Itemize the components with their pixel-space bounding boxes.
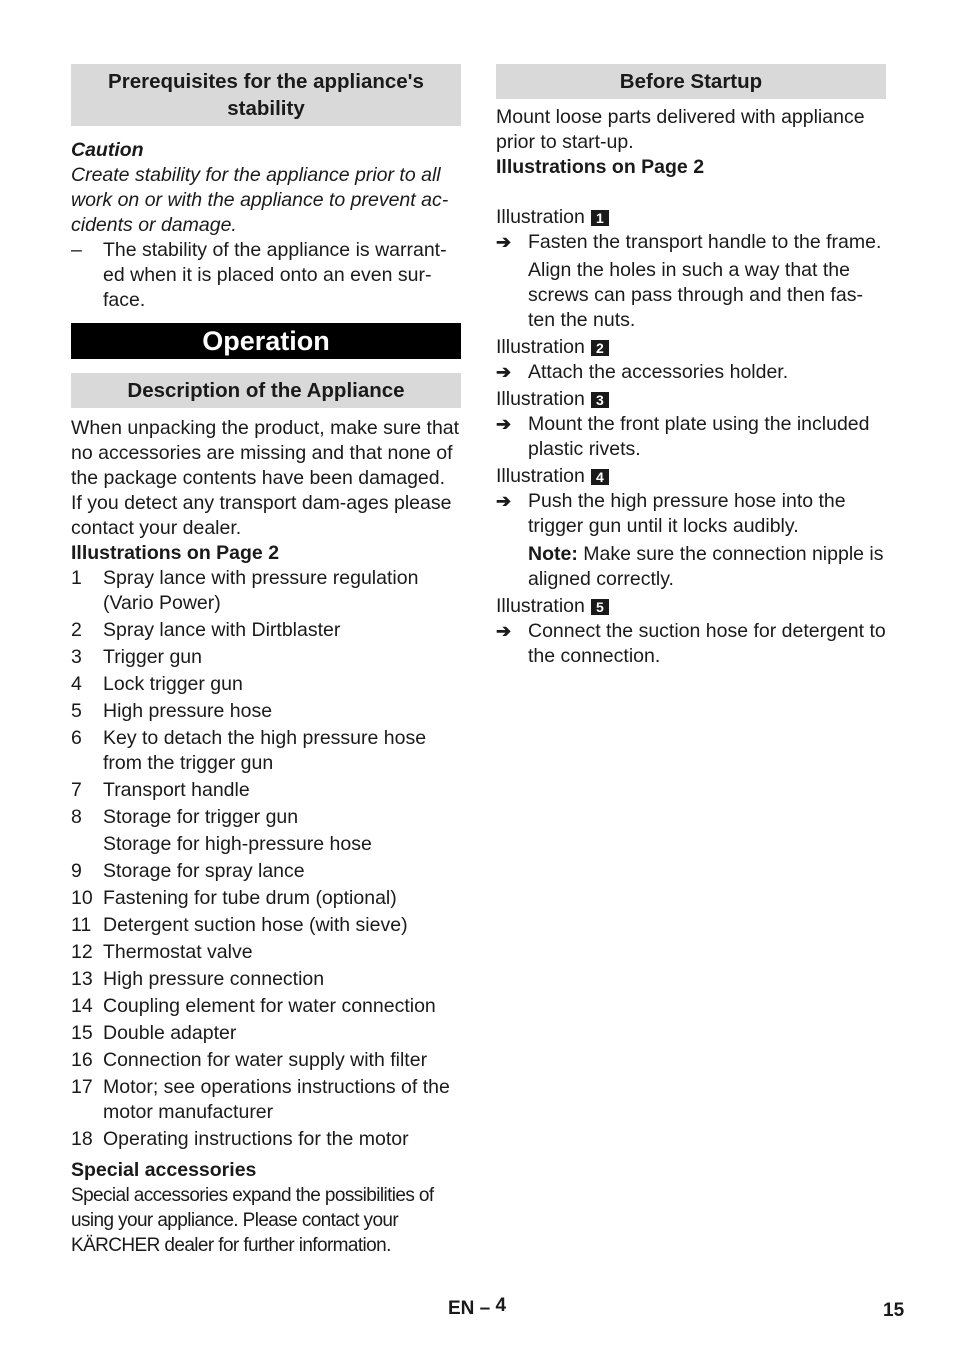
action-text: Mount the front plate using the included plastic rivets. [528, 413, 870, 460]
part-number: 3 [71, 646, 82, 668]
illustration-step [496, 594, 886, 669]
special-accessories-heading: Special accessories [71, 1159, 257, 1181]
part-number: 2 [71, 619, 82, 641]
part-label: Storage for high-pressure hose [103, 833, 372, 855]
illustration-word: Illustration [496, 388, 585, 410]
description-text: When unpacking the product, make sure that no accessories are missing and that none of the package contents have been damaged. If you detect any transport dam-ages please contact your dealer. [71, 417, 460, 539]
part-list-item [71, 778, 461, 803]
dash-marker: – [71, 239, 82, 261]
part-label: Spray lance with Dirtblaster [103, 619, 341, 641]
part-number: 17 [71, 1076, 93, 1098]
part-label: Detergent suction hose (with sieve) [103, 914, 408, 936]
part-label: Spray lance with pressure regulation (Vario Power) [103, 567, 419, 614]
part-number: 16 [71, 1049, 93, 1071]
footer-lang [448, 1296, 506, 1321]
illustrations-label: Illustrations on Page 2 [71, 542, 280, 564]
part-list-item [71, 618, 461, 643]
part-label: Operating instructions for the motor [103, 1128, 409, 1150]
illustrations-label: Illustrations on Page 2 [496, 156, 705, 178]
illustration-word: Illustration [496, 465, 585, 487]
action-extra-text: Align the holes in such a way that the screws can pass through and then fas-ten the nuts. [528, 259, 863, 331]
arrow-right-icon: ➔ [496, 621, 512, 641]
part-number: 1 [71, 567, 82, 589]
illustration-word: Illustration [496, 336, 585, 358]
note-label: Note: [528, 543, 578, 565]
part-list-item [71, 967, 461, 992]
part-list-item [71, 1048, 461, 1073]
note-text: Make sure the connection nipple is aligned correctly. [528, 543, 884, 590]
illustration-step [496, 335, 886, 385]
description-heading: Description of the Appliance [71, 373, 461, 408]
spacer [496, 180, 886, 205]
part-list-item [71, 913, 461, 938]
footer-lang-code: EN [448, 1298, 475, 1319]
part-label: Motor; see operations instructions of the motor manufacturer [103, 1076, 450, 1123]
part-label: Coupling element for water connection [103, 995, 436, 1017]
illustration-word: Illustration [496, 206, 585, 228]
part-label: High pressure hose [103, 700, 273, 722]
action-item [496, 360, 886, 385]
part-label: Connection for water supply with filter [103, 1049, 428, 1071]
illustration-step [496, 205, 886, 333]
caution-text: Create stability for the appliance prior to all work on or with the appliance to prevent ac-cidents or damage. [71, 164, 449, 236]
special-accessories-text: Special accessories expand the possibilities of using your appliance. Please contact your KÄRCHER dealer for further information. [71, 1185, 434, 1256]
arrow-right-icon: ➔ [496, 414, 512, 434]
illustration-heading [496, 387, 886, 412]
part-label: Storage for spray lance [103, 860, 305, 882]
part-label: Key to detach the high pressure hose from the trigger gun [103, 727, 427, 774]
stability-heading: Prerequisites for the appliance's stability [71, 64, 461, 126]
illustration-steps [496, 205, 886, 669]
arrow-right-icon: ➔ [496, 491, 512, 511]
illustration-number-badge: 2 [591, 340, 609, 356]
part-list-item [71, 645, 461, 670]
action-item [496, 412, 886, 462]
before-startup-heading: Before Startup [496, 64, 886, 99]
part-number: 4 [71, 673, 82, 695]
illustration-heading [496, 594, 886, 619]
part-number: 5 [71, 700, 82, 722]
startup-intro: Mount loose parts delivered with appliance prior to start-up. [496, 106, 865, 153]
illustration-number-badge: 4 [591, 469, 609, 485]
illustration-number-badge: 3 [591, 392, 609, 408]
part-list-item [71, 859, 461, 884]
part-label: Lock trigger gun [103, 673, 243, 695]
action-text: Attach the accessories holder. [528, 361, 789, 383]
illustration-heading [496, 335, 886, 360]
part-number: 7 [71, 779, 82, 801]
part-number: 6 [71, 727, 82, 749]
part-list-item [71, 726, 461, 776]
part-list-item [71, 566, 461, 616]
part-list-item [71, 805, 461, 830]
part-list-item [71, 940, 461, 965]
illustration-step [496, 387, 886, 462]
stability-item-text: The stability of the appliance is warrant-ed when it is placed onto an even sur-face. [103, 239, 447, 311]
part-number: 9 [71, 860, 82, 882]
part-label: High pressure connection [103, 968, 325, 990]
part-number: 15 [71, 1022, 93, 1044]
action-item [496, 619, 886, 669]
action-text: Push the high pressure hose into the trigger gun until it locks audibly. [528, 490, 846, 537]
left-column [71, 64, 461, 1258]
note [496, 542, 886, 592]
part-list-item [71, 672, 461, 697]
part-label: Transport handle [103, 779, 250, 801]
illustration-number-badge: 5 [591, 599, 609, 615]
part-number: 10 [71, 887, 93, 909]
action-item [496, 489, 886, 539]
arrow-right-icon: ➔ [496, 232, 512, 252]
action-text: Fasten the transport handle to the frame. [528, 231, 882, 253]
illustration-heading [496, 205, 886, 230]
stability-item [71, 238, 461, 313]
part-list-item [71, 1127, 461, 1152]
part-list-item [71, 1021, 461, 1046]
part-list-item [71, 1075, 461, 1125]
illustration-word: Illustration [496, 595, 585, 617]
illustration-step [496, 464, 886, 592]
footer-sep: – [474, 1298, 496, 1319]
caution-title: Caution [71, 139, 144, 161]
part-number: 14 [71, 995, 93, 1017]
part-number: 13 [71, 968, 93, 990]
part-number: 8 [71, 806, 82, 828]
illustration-heading [496, 464, 886, 489]
part-list-item [71, 994, 461, 1019]
part-label: Thermostat valve [103, 941, 253, 963]
footer-sub-page: 4 [495, 1295, 507, 1316]
part-label: Double adapter [103, 1022, 237, 1044]
part-list-item [71, 699, 461, 724]
part-label: Trigger gun [103, 646, 202, 668]
part-list-item [71, 886, 461, 911]
parts-list [71, 566, 461, 1152]
page-number: 15 [883, 1300, 905, 1321]
arrow-right-icon: ➔ [496, 362, 512, 382]
part-number [71, 832, 103, 857]
illustration-number-badge: 1 [591, 210, 609, 226]
action-item [496, 230, 886, 255]
part-number: 12 [71, 941, 93, 963]
part-label: Storage for trigger gun [103, 806, 299, 828]
part-number: 11 [71, 914, 92, 936]
operation-heading: Operation [71, 323, 461, 359]
part-number: 18 [71, 1128, 93, 1150]
part-label: Fastening for tube drum (optional) [103, 887, 397, 909]
part-list-item [71, 832, 461, 857]
action-text: Connect the suction hose for detergent to the connection. [528, 620, 886, 667]
right-column [496, 64, 886, 671]
